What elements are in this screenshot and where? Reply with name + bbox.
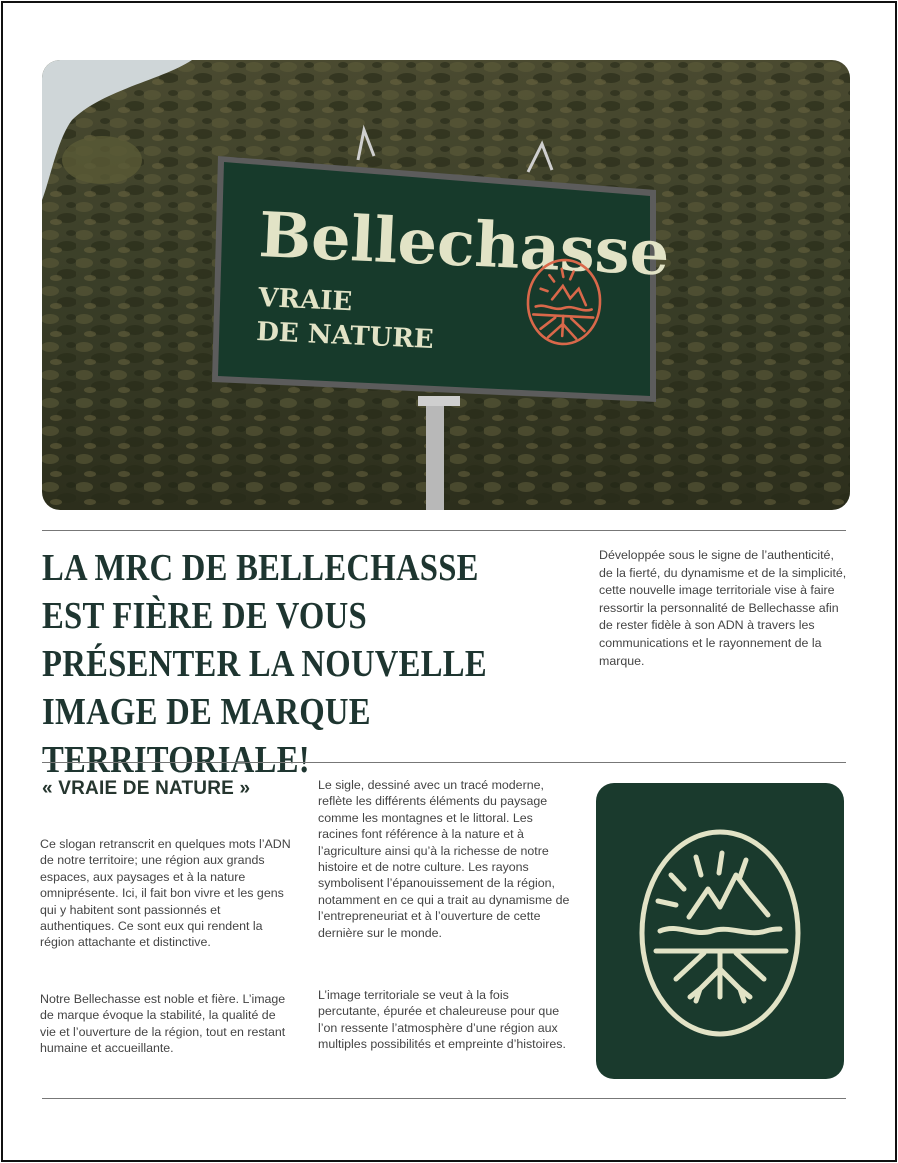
sign-tagline-line1: VRAIE (257, 283, 353, 318)
logo-box (596, 783, 844, 1079)
bottom-divider (42, 1098, 846, 1099)
billboard-photo (42, 60, 850, 510)
intro-paragraph: Développée sous le signe de l’authenticité, de la fierté, du dynamisme et de la simplicité, cette nouvelle image territoriale vise à faire ressortir la personnalité de Bellechasse afin de rester fidèle à son ADN à travers les communications et le rayonnement de la marque. (599, 548, 847, 668)
sign-brand-name: Bellechasse (257, 198, 671, 290)
emblem-paragraph-1: Le sigle, dessiné avec un tracé moderne, reflète les différents éléments du paysage comme les montagnes et le littoral. Les racines font référence à la nature et à l’agriculture ainsi qu’à la richesse de notre histoire et de notre culture. Les rayons symbolisent l’épanouissement de la région, notamment en ce qui a trait au dynamisme de l’entrepreneuriat et à l’ouverture de cette dernière sur le monde. (318, 778, 570, 940)
slogan-paragraph-1: Ce slogan retranscrit en quelques mots l’ADN de notre territoire; une région aux grands espaces, aux paysages et à la nature omniprésente. Ici, il fait bon vivre et les gens qui y habitent sont passionnés et authentiques. Ce sont eux qui rendent la région attachante et distinctive. (40, 837, 291, 950)
top-divider (42, 530, 846, 531)
slogan-heading: « VRAIE DE NATURE » (42, 778, 251, 799)
middle-divider (42, 762, 846, 763)
slogan-paragraph-2: Notre Bellechasse est noble et fière. L’image de marque évoque la stabilité, la qualité de vie et l’ouverture de la région, tout en restant humaine et accueillante. (40, 992, 286, 1056)
emblem-paragraph-2: L’image territoriale se veut à la fois percutante, épurée et chaleureuse pour que l’on ressente l’atmosphère d’une région aux multiples possibilités et empreinte d’histoires. (318, 988, 566, 1052)
page-headline: LA MRC DE BELLECHASSE EST FIÈRE DE VOUS PRÉSENTER LA NOUVELLE IMAGE DE MARQUE TERRITORIALE! (42, 547, 487, 781)
sign-tagline-line2: DE NATURE (255, 317, 435, 356)
bellechasse-emblem-icon (642, 832, 798, 1034)
